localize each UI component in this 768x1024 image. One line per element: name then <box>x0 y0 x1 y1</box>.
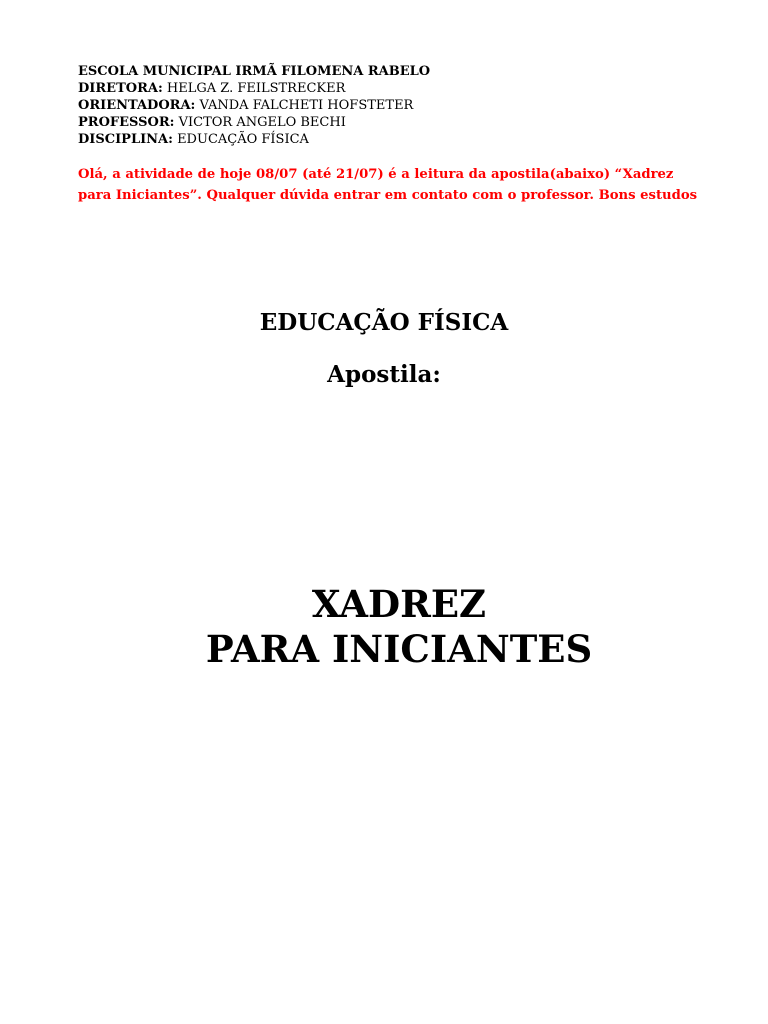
apostila-label: Apostila: <box>327 361 441 388</box>
subject-heading: EDUCAÇÃO FÍSICA <box>259 309 509 336</box>
advisor-label: ORIENTADORA: <box>78 98 196 113</box>
title-line-1: XADREZ <box>311 582 487 626</box>
notice-line-1: Olá, a atividade de hoje 08/07 (até 21/07) é a leitura da apostila(abaixo) “Xadrez <box>78 167 674 182</box>
teacher-value: VICTOR ANGELO BECHI <box>174 115 346 130</box>
teacher-line <box>78 114 698 131</box>
advisor-line <box>78 97 698 114</box>
school-header <box>78 63 698 148</box>
director-line <box>78 80 698 97</box>
discipline-line <box>78 131 698 148</box>
teacher-label: PROFESSOR: <box>78 115 175 130</box>
discipline-value: EDUCAÇÃO FÍSICA <box>172 132 309 147</box>
discipline-label: DISCIPLINA: <box>78 132 173 147</box>
activity-notice <box>78 164 728 206</box>
director-value: HELGA Z. FEILSTRECKER <box>162 81 346 96</box>
director-label: DIRETORA: <box>78 81 163 96</box>
advisor-value: VANDA FALCHETI HOFSTETER <box>195 98 414 113</box>
title-line-2: PARA INICIANTES <box>205 627 593 671</box>
school-name: ESCOLA MUNICIPAL IRMÃ FILOMENA RABELO <box>78 64 431 79</box>
document-title <box>0 582 768 672</box>
notice-line-2: para Iniciantes”. Qualquer dúvida entrar em contato com o professor. Bons estudos <box>78 188 698 203</box>
school-name-line <box>78 63 698 80</box>
